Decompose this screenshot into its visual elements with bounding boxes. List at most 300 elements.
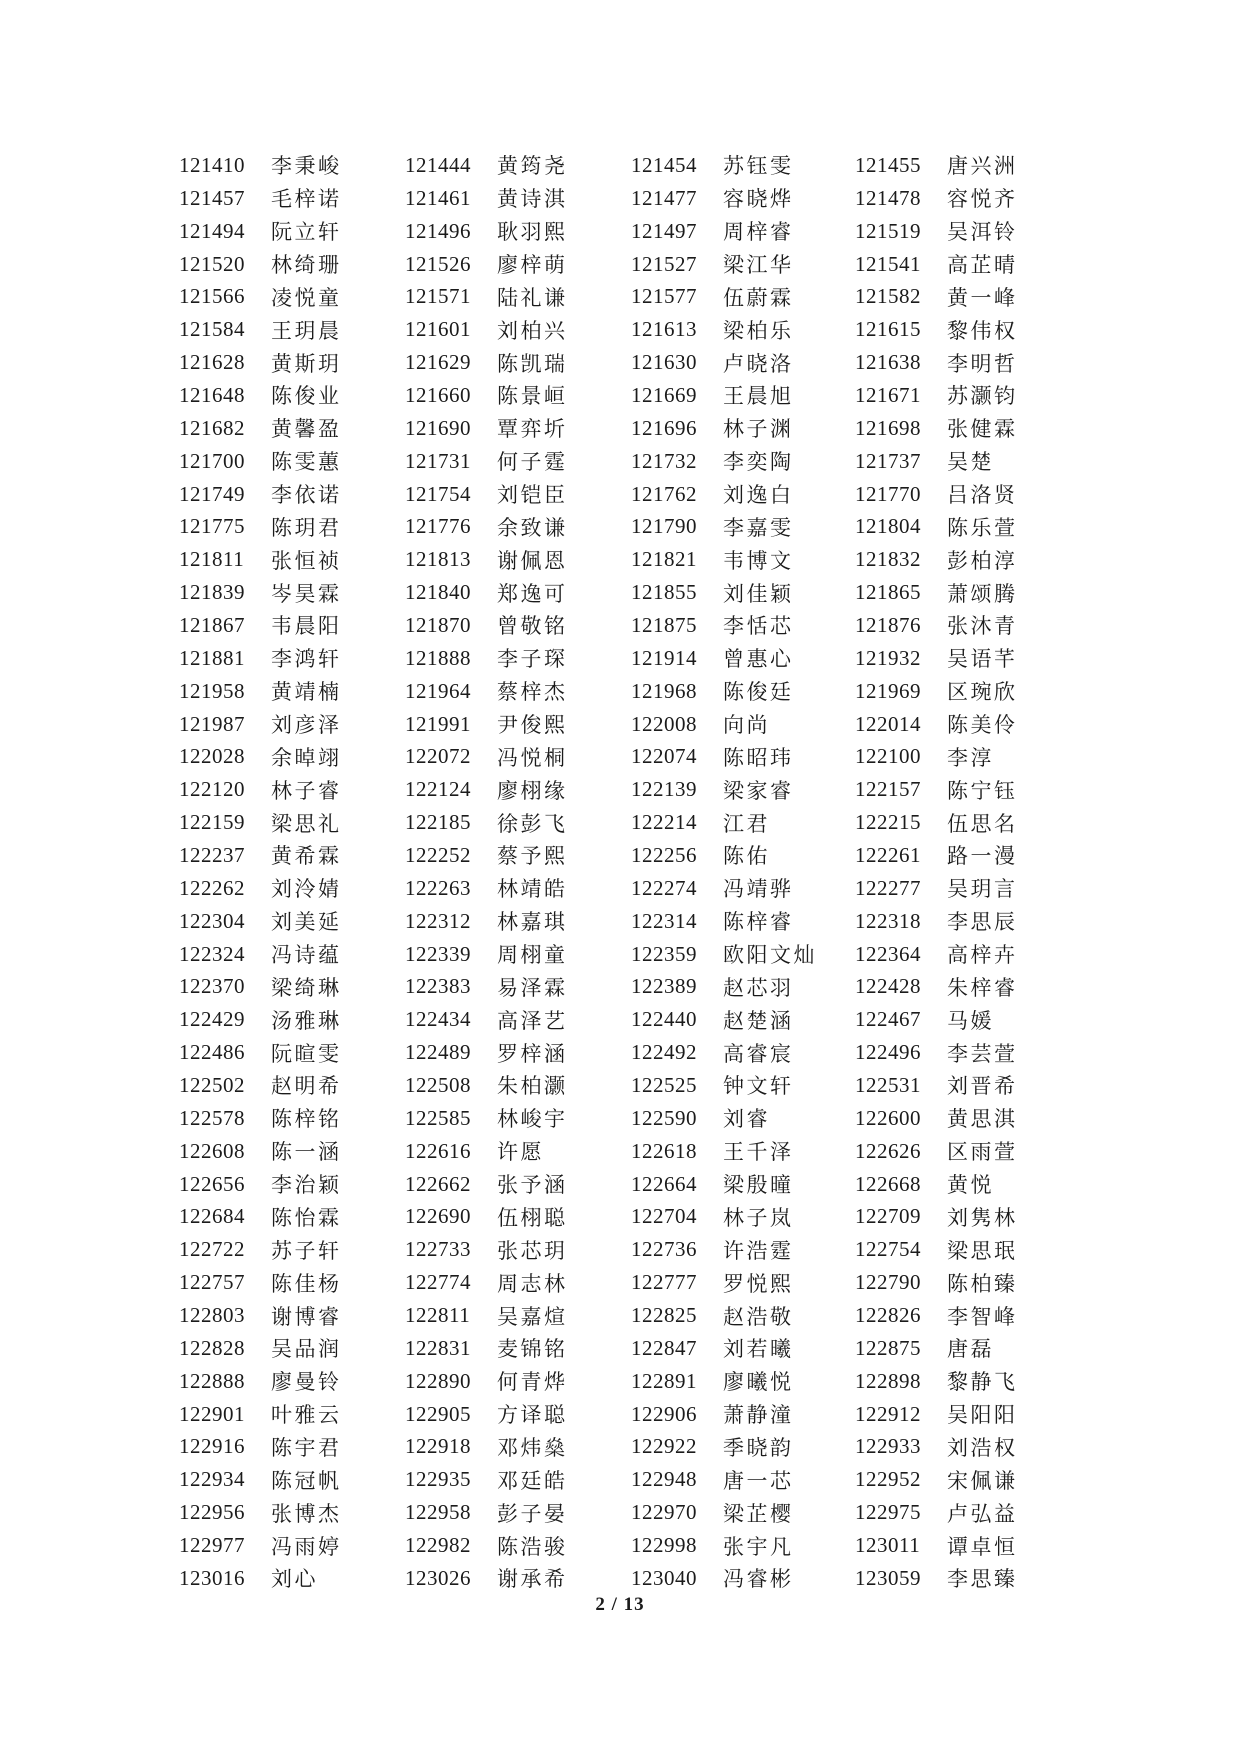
student-name: 陈梓睿 xyxy=(723,910,794,935)
student-id: 122890 xyxy=(405,1368,471,1393)
student-name: 刘美延 xyxy=(271,910,342,935)
student-id: 121628 xyxy=(179,350,245,375)
student-id: 121813 xyxy=(405,547,471,572)
student-name: 毛梓诺 xyxy=(271,187,342,212)
roster-entry xyxy=(631,1003,794,1036)
roster-entry xyxy=(179,1332,342,1365)
student-id: 122684 xyxy=(179,1204,245,1229)
roster-entry xyxy=(405,215,568,248)
roster-entry xyxy=(179,1365,342,1398)
roster-entry xyxy=(405,1233,568,1266)
roster-entry xyxy=(631,1102,770,1135)
roster-entry xyxy=(855,1431,1018,1464)
student-name: 赵芯羽 xyxy=(723,975,794,1000)
roster-entry xyxy=(631,1233,794,1266)
roster-entry xyxy=(631,1201,794,1234)
student-id: 121660 xyxy=(405,382,471,407)
student-name: 梁绮琳 xyxy=(271,975,342,1000)
student-name: 汤雅琳 xyxy=(271,1008,342,1033)
roster-entry xyxy=(405,1332,568,1365)
student-id: 122970 xyxy=(631,1500,697,1525)
roster-entry xyxy=(405,149,568,182)
roster-row xyxy=(179,905,1059,938)
student-name: 蔡梓杰 xyxy=(497,680,568,705)
student-name: 王玥晨 xyxy=(271,318,342,343)
roster-entry xyxy=(855,806,1018,839)
roster-entry xyxy=(179,708,342,741)
student-id: 122774 xyxy=(405,1270,471,1295)
student-name: 李嘉雯 xyxy=(723,515,794,540)
student-name: 朱梓睿 xyxy=(947,975,1018,1000)
roster-entry xyxy=(631,938,817,971)
roster-row xyxy=(179,576,1059,609)
student-id: 122922 xyxy=(631,1434,697,1459)
roster-entry xyxy=(179,1233,342,1266)
student-id: 121732 xyxy=(631,448,697,473)
student-name: 廖曼铃 xyxy=(271,1370,342,1395)
roster-row xyxy=(179,1398,1059,1431)
student-id: 122590 xyxy=(631,1105,697,1130)
student-id: 122440 xyxy=(631,1007,697,1032)
student-name: 陈怡霖 xyxy=(271,1205,342,1230)
roster-entry xyxy=(179,510,342,543)
roster-row xyxy=(179,1431,1059,1464)
student-name: 许浩霆 xyxy=(723,1238,794,1263)
student-id: 122383 xyxy=(405,974,471,999)
student-name: 张恒祯 xyxy=(271,548,342,573)
roster-row xyxy=(179,642,1059,675)
roster-entry xyxy=(405,445,568,478)
roster-entry xyxy=(179,1036,342,1069)
student-name: 吴品润 xyxy=(271,1337,342,1362)
student-id: 121582 xyxy=(855,284,921,309)
roster-entry xyxy=(179,280,342,313)
roster-entry xyxy=(179,1069,342,1102)
student-name: 张宇凡 xyxy=(723,1534,794,1559)
student-name: 麦锦铭 xyxy=(497,1337,568,1362)
student-name: 凌悦童 xyxy=(271,285,342,310)
roster-row xyxy=(179,1562,1059,1595)
roster-entry xyxy=(179,478,342,511)
student-id: 123040 xyxy=(631,1565,697,1590)
roster-entry xyxy=(405,970,568,1003)
roster-row xyxy=(179,1463,1059,1496)
student-id: 121601 xyxy=(405,317,471,342)
student-name: 余晫翊 xyxy=(271,745,342,770)
roster-entry xyxy=(631,346,794,379)
roster-entry xyxy=(631,970,794,1003)
roster-entry xyxy=(631,543,794,576)
student-name: 萧颂腾 xyxy=(947,581,1018,606)
roster-entry xyxy=(855,1398,1018,1431)
student-id: 122891 xyxy=(631,1368,697,1393)
student-id: 122312 xyxy=(405,908,471,933)
student-name: 陈佑 xyxy=(723,844,770,869)
student-id: 122074 xyxy=(631,744,697,769)
roster-row xyxy=(179,445,1059,478)
student-name: 陈一涵 xyxy=(271,1140,342,1165)
student-name: 曾敬铭 xyxy=(497,614,568,639)
roster-row xyxy=(179,1003,1059,1036)
student-id: 122608 xyxy=(179,1138,245,1163)
student-id: 122888 xyxy=(179,1368,245,1393)
student-id: 123011 xyxy=(855,1533,921,1558)
roster-row xyxy=(179,1365,1059,1398)
roster-entry xyxy=(405,346,568,379)
student-name: 刘彦泽 xyxy=(271,713,342,738)
roster-entry xyxy=(179,346,342,379)
student-name: 容晓烨 xyxy=(723,187,794,212)
roster-row xyxy=(179,379,1059,412)
roster-entry xyxy=(855,478,1018,511)
student-id: 121526 xyxy=(405,251,471,276)
roster-entry xyxy=(855,642,1018,675)
student-id: 123026 xyxy=(405,1565,471,1590)
roster-row xyxy=(179,149,1059,182)
student-id: 122906 xyxy=(631,1401,697,1426)
student-id: 122274 xyxy=(631,875,697,900)
student-id: 122912 xyxy=(855,1401,921,1426)
student-id: 122668 xyxy=(855,1171,921,1196)
roster-entry xyxy=(179,1135,342,1168)
student-name: 陈玥君 xyxy=(271,515,342,540)
student-name: 谢承希 xyxy=(497,1567,568,1592)
student-id: 122100 xyxy=(855,744,921,769)
roster-entry xyxy=(631,872,794,905)
student-id: 121454 xyxy=(631,152,697,177)
student-name: 韦晨阳 xyxy=(271,614,342,639)
student-id: 122825 xyxy=(631,1303,697,1327)
student-name: 向尚 xyxy=(723,713,770,738)
roster-row xyxy=(179,806,1059,839)
roster-entry xyxy=(855,182,1018,215)
roster-entry xyxy=(179,543,342,576)
student-id: 121682 xyxy=(179,415,245,440)
student-name: 刘柏兴 xyxy=(497,318,568,343)
student-id: 122662 xyxy=(405,1171,471,1196)
student-id: 122214 xyxy=(631,810,697,835)
student-name: 黄希霖 xyxy=(271,844,342,869)
student-id: 121754 xyxy=(405,481,471,506)
roster-entry xyxy=(855,1365,1018,1398)
student-id: 121478 xyxy=(855,185,921,210)
student-id: 122757 xyxy=(179,1270,245,1295)
student-name: 吴阳阳 xyxy=(947,1403,1018,1428)
student-name: 周梓睿 xyxy=(723,220,794,245)
student-id: 122263 xyxy=(405,875,471,900)
roster-row xyxy=(179,773,1059,806)
student-name: 尹俊熙 xyxy=(497,713,568,738)
roster-row xyxy=(179,248,1059,281)
student-name: 刘睿 xyxy=(723,1107,770,1132)
roster-entry xyxy=(179,773,342,806)
roster-entry xyxy=(405,1036,568,1069)
student-id: 122898 xyxy=(855,1368,921,1393)
student-name: 吴洱铃 xyxy=(947,220,1018,245)
roster-entry xyxy=(405,1201,568,1234)
roster-entry xyxy=(179,1463,342,1496)
roster-entry xyxy=(179,248,342,281)
roster-entry xyxy=(631,708,770,741)
student-name: 梁思礼 xyxy=(271,811,342,836)
student-id: 121762 xyxy=(631,481,697,506)
student-id: 122709 xyxy=(855,1204,921,1229)
student-name: 徐彭飞 xyxy=(497,811,568,836)
student-id: 121881 xyxy=(179,645,245,670)
roster-entry xyxy=(179,1398,342,1431)
student-name: 钟文轩 xyxy=(723,1074,794,1099)
roster-entry xyxy=(855,543,1018,576)
student-id: 122847 xyxy=(631,1335,697,1360)
roster-entry xyxy=(405,1398,568,1431)
student-id: 121987 xyxy=(179,711,245,736)
roster-entry xyxy=(179,1266,342,1299)
roster-entry xyxy=(855,609,1018,642)
roster-entry xyxy=(631,773,794,806)
roster-entry xyxy=(179,313,342,346)
roster-row xyxy=(179,543,1059,576)
roster-row xyxy=(179,1233,1059,1266)
student-name: 冯雨婷 xyxy=(271,1534,342,1559)
student-id: 121638 xyxy=(855,350,921,375)
student-name: 区琬欣 xyxy=(947,680,1018,705)
student-name: 张芯玥 xyxy=(497,1238,568,1263)
student-name: 唐磊 xyxy=(947,1337,994,1362)
student-name: 赵浩敬 xyxy=(723,1304,794,1329)
student-name: 李秉峻 xyxy=(271,154,342,179)
student-name: 叶雅云 xyxy=(271,1403,342,1428)
roster-entry xyxy=(179,215,342,248)
roster-entry xyxy=(179,1201,342,1234)
roster-entry xyxy=(631,1529,794,1562)
student-id: 121991 xyxy=(405,711,471,736)
student-id: 122875 xyxy=(855,1335,921,1360)
student-id: 122496 xyxy=(855,1040,921,1065)
student-id: 122157 xyxy=(855,777,921,802)
roster-entry xyxy=(855,412,1018,445)
roster-entry xyxy=(855,280,1018,313)
student-id: 122339 xyxy=(405,941,471,966)
roster-row xyxy=(179,1266,1059,1299)
student-name: 黄一峰 xyxy=(947,285,1018,310)
student-name: 刘泠婧 xyxy=(271,877,342,902)
roster-entry xyxy=(631,149,794,182)
student-id: 122975 xyxy=(855,1500,921,1525)
student-id: 121520 xyxy=(179,251,245,276)
roster-entry xyxy=(631,1463,794,1496)
student-id: 122618 xyxy=(631,1138,697,1163)
student-id: 121577 xyxy=(631,284,697,309)
student-id: 121840 xyxy=(405,580,471,605)
student-name: 伍蔚霖 xyxy=(723,285,794,310)
student-id: 122124 xyxy=(405,777,471,802)
student-name: 梁家睿 xyxy=(723,778,794,803)
student-name: 李子琛 xyxy=(497,647,568,672)
student-id: 121669 xyxy=(631,382,697,407)
student-name: 许愿 xyxy=(497,1140,544,1165)
student-name: 林绮珊 xyxy=(271,253,342,277)
student-id: 121804 xyxy=(855,514,921,539)
student-id: 121914 xyxy=(631,645,697,670)
student-id: 122626 xyxy=(855,1138,921,1163)
roster-entry xyxy=(179,675,342,708)
roster-entry xyxy=(179,1529,342,1562)
roster-entry xyxy=(855,1168,994,1201)
roster-entry xyxy=(855,1299,1018,1332)
student-name: 黄悦 xyxy=(947,1173,994,1198)
student-id: 122014 xyxy=(855,711,921,736)
student-name: 邓炜燊 xyxy=(497,1435,568,1460)
roster-entry xyxy=(855,1102,1018,1135)
student-id: 122525 xyxy=(631,1072,697,1097)
student-name: 阮立轩 xyxy=(271,220,342,245)
roster-entry xyxy=(405,773,568,806)
roster-entry xyxy=(179,642,342,675)
student-name: 吴玥言 xyxy=(947,877,1018,902)
student-id: 122370 xyxy=(179,974,245,999)
student-name: 陈梓铭 xyxy=(271,1107,342,1132)
student-name: 伍栩聪 xyxy=(497,1205,568,1230)
student-id: 121497 xyxy=(631,218,697,243)
roster-entry xyxy=(855,215,1018,248)
student-name: 阮暄雯 xyxy=(271,1041,342,1066)
student-id: 122531 xyxy=(855,1072,921,1097)
roster-row xyxy=(179,675,1059,708)
student-id: 122072 xyxy=(405,744,471,769)
roster-entry xyxy=(631,215,794,248)
roster-entry xyxy=(179,609,342,642)
student-id: 122428 xyxy=(855,974,921,999)
roster-row xyxy=(179,313,1059,346)
roster-entry xyxy=(855,708,1018,741)
student-name: 吕洛贤 xyxy=(947,483,1018,508)
student-id: 121566 xyxy=(179,284,245,309)
student-id: 121865 xyxy=(855,580,921,605)
roster-row xyxy=(179,1496,1059,1529)
student-name: 林子睿 xyxy=(271,778,342,803)
roster-entry xyxy=(631,1431,794,1464)
student-name: 陈俊廷 xyxy=(723,680,794,705)
student-name: 吴嘉煊 xyxy=(497,1304,568,1329)
student-name: 韦博文 xyxy=(723,548,794,573)
roster-entry xyxy=(855,313,1018,346)
roster-entry xyxy=(855,1036,1018,1069)
roster-entry xyxy=(405,839,568,872)
student-id: 122261 xyxy=(855,842,921,867)
student-name: 江君 xyxy=(723,811,770,836)
roster-entry xyxy=(855,510,1018,543)
student-name: 黎静飞 xyxy=(947,1370,1018,1395)
student-id: 122489 xyxy=(405,1040,471,1065)
roster-entry xyxy=(855,970,1018,1003)
student-name: 刘铠臣 xyxy=(497,483,568,508)
roster-entry xyxy=(631,248,794,281)
student-name: 廖曦悦 xyxy=(723,1370,794,1395)
student-id: 122901 xyxy=(179,1401,245,1426)
student-name: 周栩童 xyxy=(497,943,568,968)
student-id: 121737 xyxy=(855,448,921,473)
roster-entry xyxy=(405,1266,568,1299)
roster-entry xyxy=(855,346,1018,379)
student-name: 吴语芊 xyxy=(947,647,1018,672)
student-name: 区雨萱 xyxy=(947,1140,1018,1165)
student-name: 李治颖 xyxy=(271,1173,342,1198)
student-name: 冯睿彬 xyxy=(723,1567,794,1592)
roster-entry xyxy=(179,1299,342,1332)
student-name: 赵楚涵 xyxy=(723,1008,794,1033)
roster-row xyxy=(179,1036,1059,1069)
roster-entry xyxy=(405,1529,568,1562)
student-id: 122159 xyxy=(179,810,245,835)
student-name: 刘逸白 xyxy=(723,483,794,508)
student-name: 邓廷皓 xyxy=(497,1468,568,1493)
roster-row xyxy=(179,1069,1059,1102)
student-name: 张予涵 xyxy=(497,1173,568,1198)
student-name: 刘佳颖 xyxy=(723,581,794,606)
roster-row xyxy=(179,1529,1059,1562)
student-name: 梁殷曈 xyxy=(723,1173,794,1198)
roster-entry xyxy=(855,1496,1018,1529)
student-id: 122120 xyxy=(179,777,245,802)
roster-row xyxy=(179,1299,1059,1332)
student-id: 122185 xyxy=(405,810,471,835)
student-id: 121698 xyxy=(855,415,921,440)
student-id: 122934 xyxy=(179,1467,245,1492)
student-id: 121958 xyxy=(179,678,245,703)
student-name: 苏子轩 xyxy=(271,1238,342,1263)
roster-entry xyxy=(855,576,1018,609)
student-name: 陈昭玮 xyxy=(723,745,794,770)
roster-entry xyxy=(631,182,794,215)
student-id: 121888 xyxy=(405,645,471,670)
student-id: 122389 xyxy=(631,974,697,999)
student-name: 王晨旭 xyxy=(723,384,794,409)
student-id: 122811 xyxy=(405,1303,471,1327)
student-id: 122733 xyxy=(405,1237,471,1262)
student-id: 121875 xyxy=(631,612,697,637)
student-name: 周志林 xyxy=(497,1271,568,1296)
student-name: 陈俊业 xyxy=(271,384,342,409)
student-id: 122916 xyxy=(179,1434,245,1459)
roster-entry xyxy=(631,478,794,511)
student-name: 陈凯瑞 xyxy=(497,351,568,376)
student-name: 郑逸可 xyxy=(497,581,568,606)
roster-entry xyxy=(855,1069,1018,1102)
student-id: 121839 xyxy=(179,580,245,605)
student-name: 刘隽林 xyxy=(947,1205,1018,1230)
roster-entry xyxy=(855,773,1018,806)
student-id: 121775 xyxy=(179,514,245,539)
student-name: 黄馨盈 xyxy=(271,417,342,442)
student-name: 陈宁钰 xyxy=(947,778,1018,803)
roster-entry xyxy=(631,740,794,773)
student-name: 林嘉琪 xyxy=(497,910,568,935)
roster-entry xyxy=(855,905,1018,938)
roster-entry xyxy=(631,609,794,642)
student-name: 梁思珉 xyxy=(947,1238,1018,1263)
student-name: 李淳 xyxy=(947,745,994,770)
student-id: 123059 xyxy=(855,1565,921,1590)
student-id: 122826 xyxy=(855,1303,921,1327)
student-name: 彭子晏 xyxy=(497,1501,568,1526)
student-name: 梁柏乐 xyxy=(723,318,794,343)
student-name: 谢佩恩 xyxy=(497,548,568,573)
roster-entry xyxy=(179,839,342,872)
student-name: 朱柏灏 xyxy=(497,1074,568,1099)
student-name: 李明哲 xyxy=(947,351,1018,376)
student-name: 罗梓涵 xyxy=(497,1041,568,1066)
student-name: 高睿宸 xyxy=(723,1041,794,1066)
